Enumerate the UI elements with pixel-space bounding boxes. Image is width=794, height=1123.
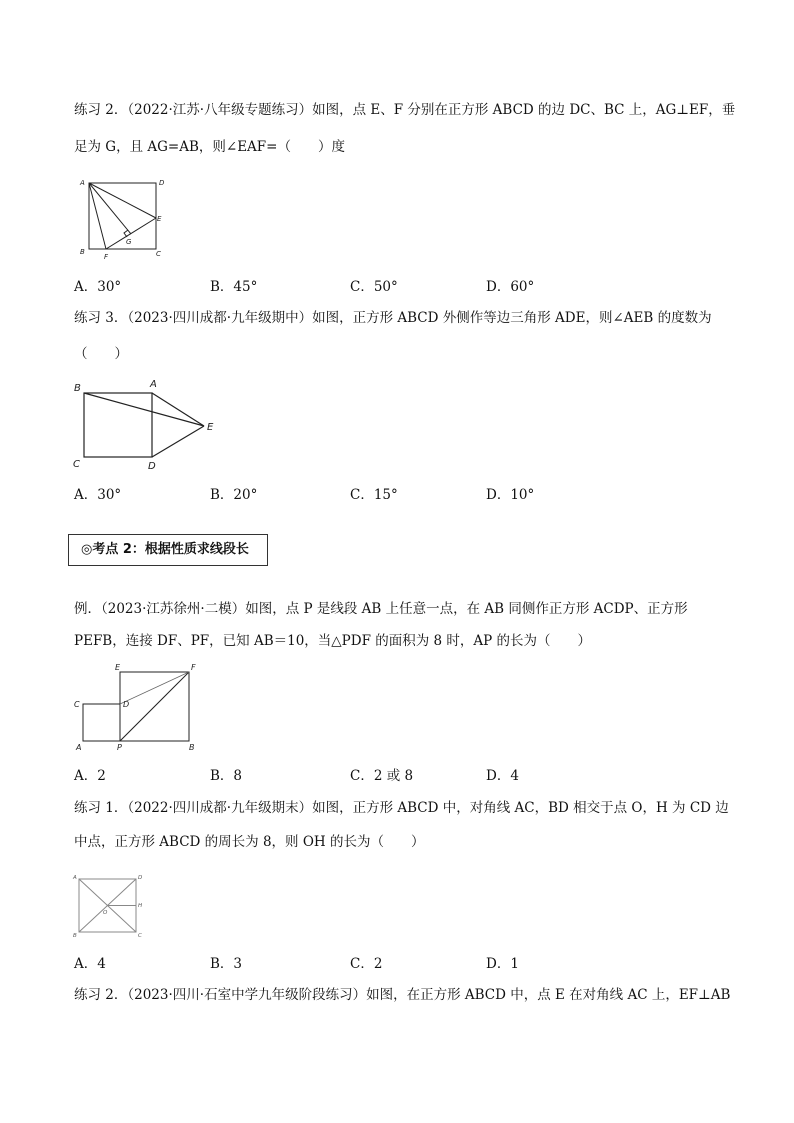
vertex-label: E [207,422,214,433]
problem-text-line: 例．（2023·江苏徐州·二模）如图，点 P 是线段 AB 上任意一点，在 AB 同侧作正方形 ACDP、正方形 [74,601,688,617]
vertex-label: D [138,875,143,881]
option-a[interactable]: A．2 [74,768,106,784]
option-d[interactable]: D．1 [486,956,519,972]
option-b[interactable]: B．3 [210,956,243,972]
vertex-label: B [189,743,195,752]
option-a[interactable]: A．4 [74,956,106,972]
vertex-label: A [73,875,77,881]
option-c[interactable]: C．2 [350,956,383,972]
option-a[interactable]: A．30° [74,487,122,503]
vertex-label: B [80,248,85,256]
vertex-label: P [117,743,122,752]
vertex-label: D [148,461,156,472]
vertex-label: F [104,253,109,261]
answer-options [74,766,634,786]
figure-two-squares [70,660,210,755]
problem-text-line: 中点，正方形 ABCD 的周长为 8，则 OH 的长为（ ） [74,834,425,850]
vertex-label: B [74,383,81,394]
figure-square-diagonals [70,870,160,940]
vertex-label: E [115,663,121,672]
vertex-label: E [157,215,162,223]
vertex-label: C [138,933,142,939]
problem-text-line: 练习 2．（2023·四川·石室中学九年级阶段练习）如图，在正方形 ABCD 中，点 E 在对角线 AC 上，EF⊥AB [74,987,731,1003]
problem-text-line: 练习 1．（2022·四川成都·九年级期末）如图，正方形 ABCD 中，对角线 AC，BD 相交于点 O，H 为 CD 边 [74,800,729,816]
option-c[interactable]: C．2 或 8 [350,768,414,784]
option-a[interactable]: A．30° [74,279,122,295]
option-c[interactable]: C．15° [350,487,398,503]
vertex-label: O [103,910,108,916]
problem-text-line: 练习 3．（2023·四川成都·九年级期中）如图，正方形 ABCD 外侧作等边三角形 ADE，则∠AEB 的度数为 [74,310,712,326]
problem-text-line: （ ） [74,346,128,362]
vertex-label: A [80,179,85,187]
option-c[interactable]: C．50° [350,279,398,295]
vertex-label: G [126,238,132,246]
problem-text-line: PEFB，连接 DF、PF，已知 AB＝10，当△PDF 的面积为 8 时，AP 的长为（ ） [74,633,592,649]
answer-options [74,277,634,297]
vertex-label: A [150,379,157,390]
vertex-label: D [123,700,130,709]
problem-text-line: 练习 2．（2022·江苏·八年级专题练习）如图，点 E、F 分别在正方形 ABCD 的边 DC、BC 上，AG⊥EF，垂 [74,102,736,118]
option-d[interactable]: D．60° [486,279,535,295]
vertex-label: D [159,179,165,187]
vertex-label: H [138,903,143,909]
option-b[interactable]: B．45° [210,279,258,295]
option-d[interactable]: D．4 [486,768,519,784]
vertex-label: B [73,933,77,939]
answer-options [74,485,634,505]
option-b[interactable]: B．8 [210,768,243,784]
problem-text-line: 足为 G，且 AG=AB，则∠EAF=（ ）度 [74,139,345,155]
vertex-label: C [73,459,80,470]
option-d[interactable]: D．10° [486,487,535,503]
option-b[interactable]: B．20° [210,487,258,503]
figure-square-aef [76,174,166,264]
vertex-label: F [191,663,196,672]
section-heading: ◎考点 2：根据性质求线段长 [68,534,268,566]
answer-options [74,954,634,974]
vertex-label: C [156,250,161,258]
vertex-label: C [74,700,80,709]
vertex-label: A [76,743,82,752]
figure-square-triangle [70,375,230,475]
